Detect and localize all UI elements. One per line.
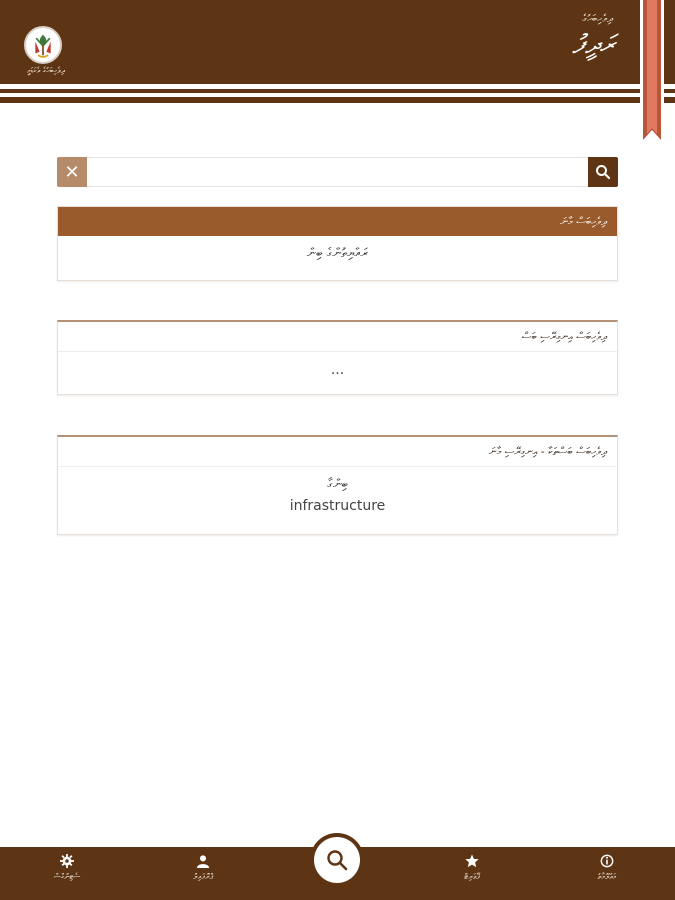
nav-settings-label: ސެޓިންގްސް [53, 872, 81, 881]
center-search-button[interactable] [310, 833, 364, 887]
star-icon [437, 853, 507, 869]
app-title: ރަދީފު [572, 30, 615, 60]
nav-settings[interactable] [32, 853, 102, 882]
nav-about-label: މަޢުލޫމާތު [597, 872, 617, 881]
search-icon [326, 849, 348, 871]
result-card-meaning[interactable] [57, 206, 618, 281]
nav-favorites-label: ފޭވަރިޓް [464, 872, 480, 881]
card-english-text: infrastructure [289, 498, 386, 514]
nav-profile-label: ޕްރޮފައިލް [193, 872, 213, 881]
card-dhivehi-text: ރައްޔިތުންގެ ބިން [306, 246, 369, 261]
header-stripe [0, 97, 675, 103]
emblem-caption: ދިވެހިބަހުގެ އެކަޑަމީ [27, 66, 65, 75]
search-bar [57, 157, 618, 187]
user-icon [168, 853, 238, 869]
card-dhivehi-text: ބިންގާ [327, 477, 348, 492]
card-english-text: ... [330, 362, 345, 378]
search-icon [595, 164, 611, 180]
close-icon: ✕ [64, 161, 80, 183]
clear-button[interactable] [57, 157, 87, 187]
nav-profile[interactable] [168, 853, 238, 882]
search-input[interactable] [87, 157, 588, 187]
info-icon [572, 853, 642, 869]
result-card-translation[interactable] [57, 435, 618, 535]
nav-about[interactable] [572, 853, 642, 882]
card-heading: ދިވެހިބަސް މާނަ [58, 207, 617, 236]
app-subtitle: ދިވެހިބަހުގެ [582, 12, 613, 25]
result-card-english[interactable] [57, 320, 618, 395]
card-heading: ދިވެހިބަސް އިނގިރޭސި ބަސް [58, 322, 617, 352]
nav-favorites[interactable] [437, 853, 507, 882]
gear-icon [32, 853, 102, 869]
emblem-logo [24, 26, 62, 64]
search-button[interactable] [588, 157, 618, 187]
bookmark-ribbon [640, 0, 664, 150]
card-heading: ދިވެހިބަސް ބަސްތަކާ - އިނގިރޭސި މާނަ [58, 437, 617, 467]
